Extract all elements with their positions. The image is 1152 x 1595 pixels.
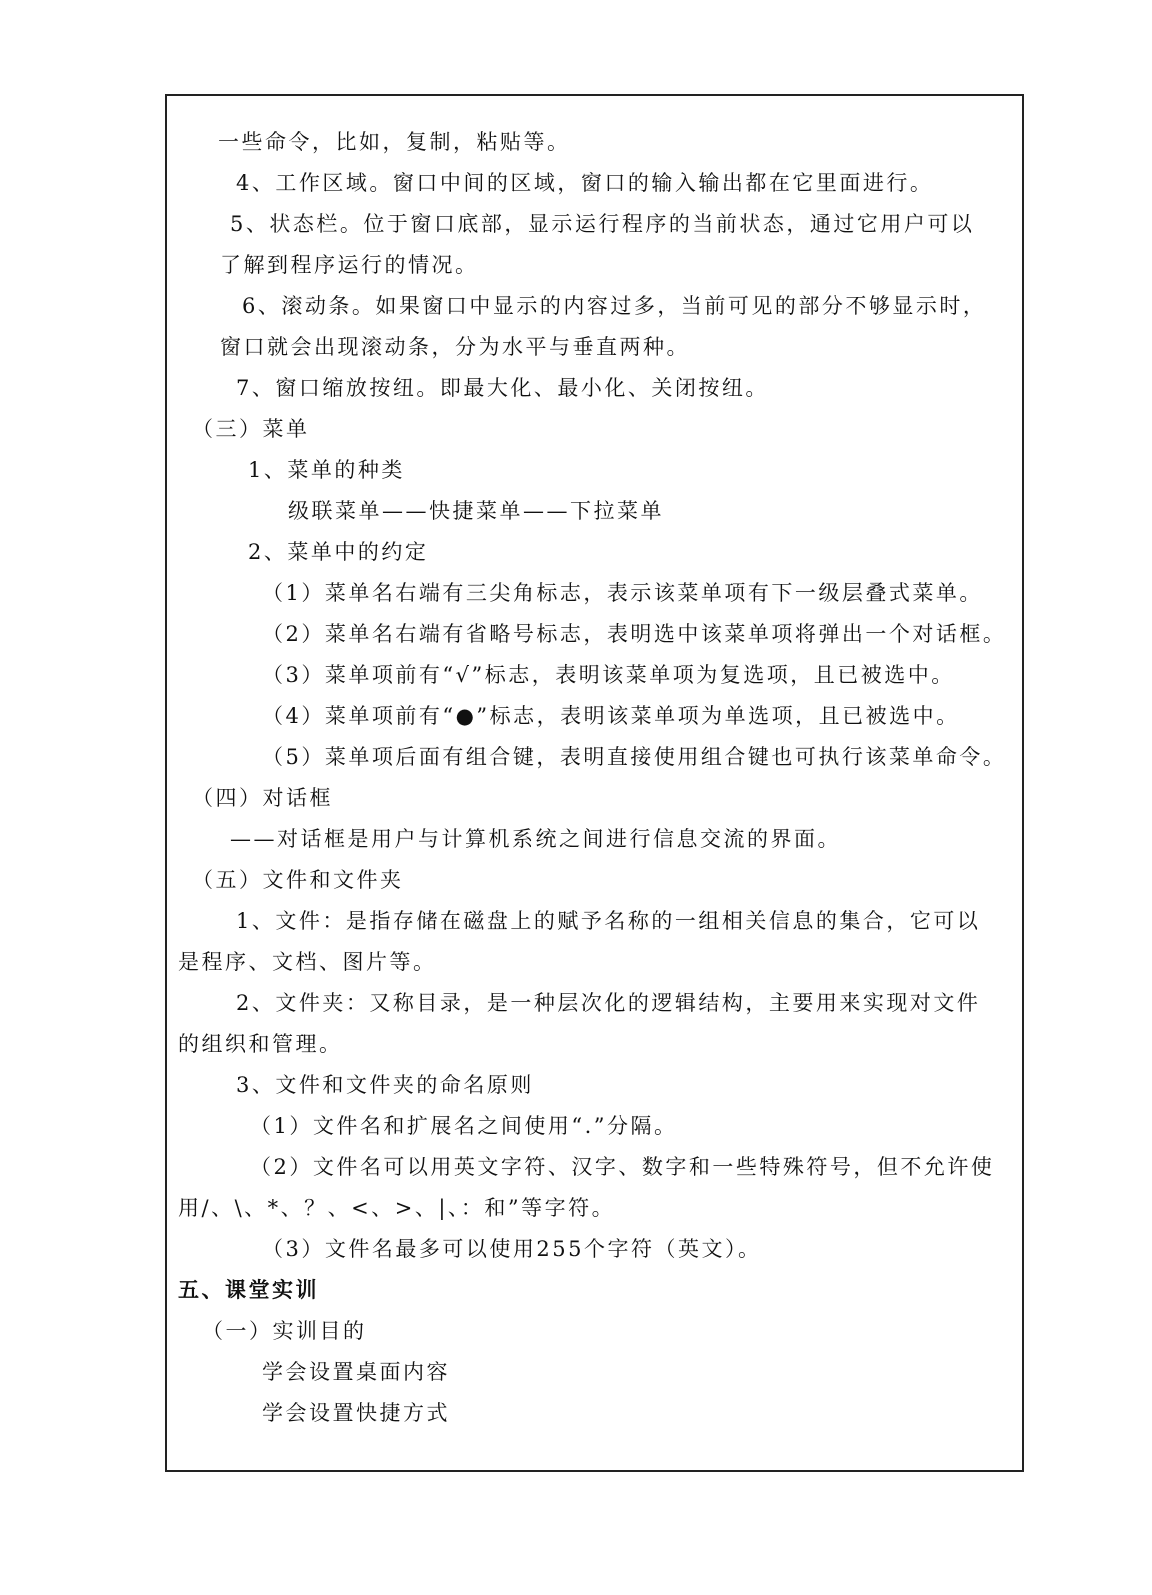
text-line: 用/、\、*、？、<、>、|、：和”等字符。	[178, 1196, 616, 1220]
text-line: （3）菜单项前有“√”标志，表明该菜单项为复选项，且已被选中。	[262, 663, 955, 687]
text-line: 2、文件夹：又称目录，是一种层次化的逻辑结构，主要用来实现对文件	[236, 991, 981, 1015]
text-line: 3、文件和文件夹的命名原则	[236, 1073, 534, 1097]
text-line: 级联菜单——快捷菜单——下拉菜单	[288, 499, 664, 523]
text-line: （1）菜单名右端有三尖角标志，表示该菜单项有下一级层叠式菜单。	[262, 581, 983, 605]
text-line: 2、菜单中的约定	[248, 540, 429, 564]
text-line: 1、文件：是指存储在磁盘上的赋予名称的一组相关信息的集合，它可以	[236, 909, 981, 933]
text-line: 是程序、文档、图片等。	[178, 950, 437, 974]
text-line: 学会设置桌面内容	[262, 1360, 450, 1384]
text-line: 的组织和管理。	[178, 1032, 343, 1056]
text-line: 了解到程序运行的情况。	[220, 253, 479, 277]
text-line: 学会设置快捷方式	[262, 1401, 450, 1425]
text-line: 4、工作区域。窗口中间的区域，窗口的输入输出都在它里面进行。	[236, 171, 934, 195]
section-heading: （五）文件和文件夹	[192, 868, 404, 892]
text-line: （1）文件名和扩展名之间使用“.”分隔。	[250, 1114, 678, 1138]
section-heading: （三）菜单	[192, 417, 310, 441]
text-line: （5）菜单项后面有组合键，表明直接使用组合键也可执行该菜单命令。	[262, 745, 1007, 769]
section-heading: （四）对话框	[192, 786, 333, 810]
text-line: （3）文件名最多可以使用255个字符（英文）。	[262, 1237, 762, 1261]
text-line: 5、状态栏。位于窗口底部，显示运行程序的当前状态，通过它用户可以	[230, 212, 975, 236]
text-line: （2）菜单名右端有省略号标志，表明选中该菜单项将弹出一个对话框。	[262, 622, 1007, 646]
text-line: 一些命令，比如，复制，粘贴等。	[218, 130, 571, 154]
text-line: 7、窗口缩放按纽。即最大化、最小化、关闭按纽。	[236, 376, 769, 400]
chapter-heading: 五、课堂实训	[178, 1277, 319, 1302]
text-line: ——对话框是用户与计算机系统之间进行信息交流的界面。	[230, 827, 841, 851]
text-line: （2）文件名可以用英文字符、汉字、数字和一些特殊符号，但不允许使	[250, 1155, 995, 1179]
section-heading: （一）实训目的	[202, 1319, 367, 1343]
text-line: 窗口就会出现滚动条，分为水平与垂直两种。	[220, 335, 690, 359]
text-line: 1、菜单的种类	[248, 458, 405, 482]
text-line: 6、滚动条。如果窗口中显示的内容过多，当前可见的部分不够显示时，	[242, 294, 987, 318]
text-line: （4）菜单项前有“●”标志，表明该菜单项为单选项，且已被选中。	[262, 704, 960, 728]
